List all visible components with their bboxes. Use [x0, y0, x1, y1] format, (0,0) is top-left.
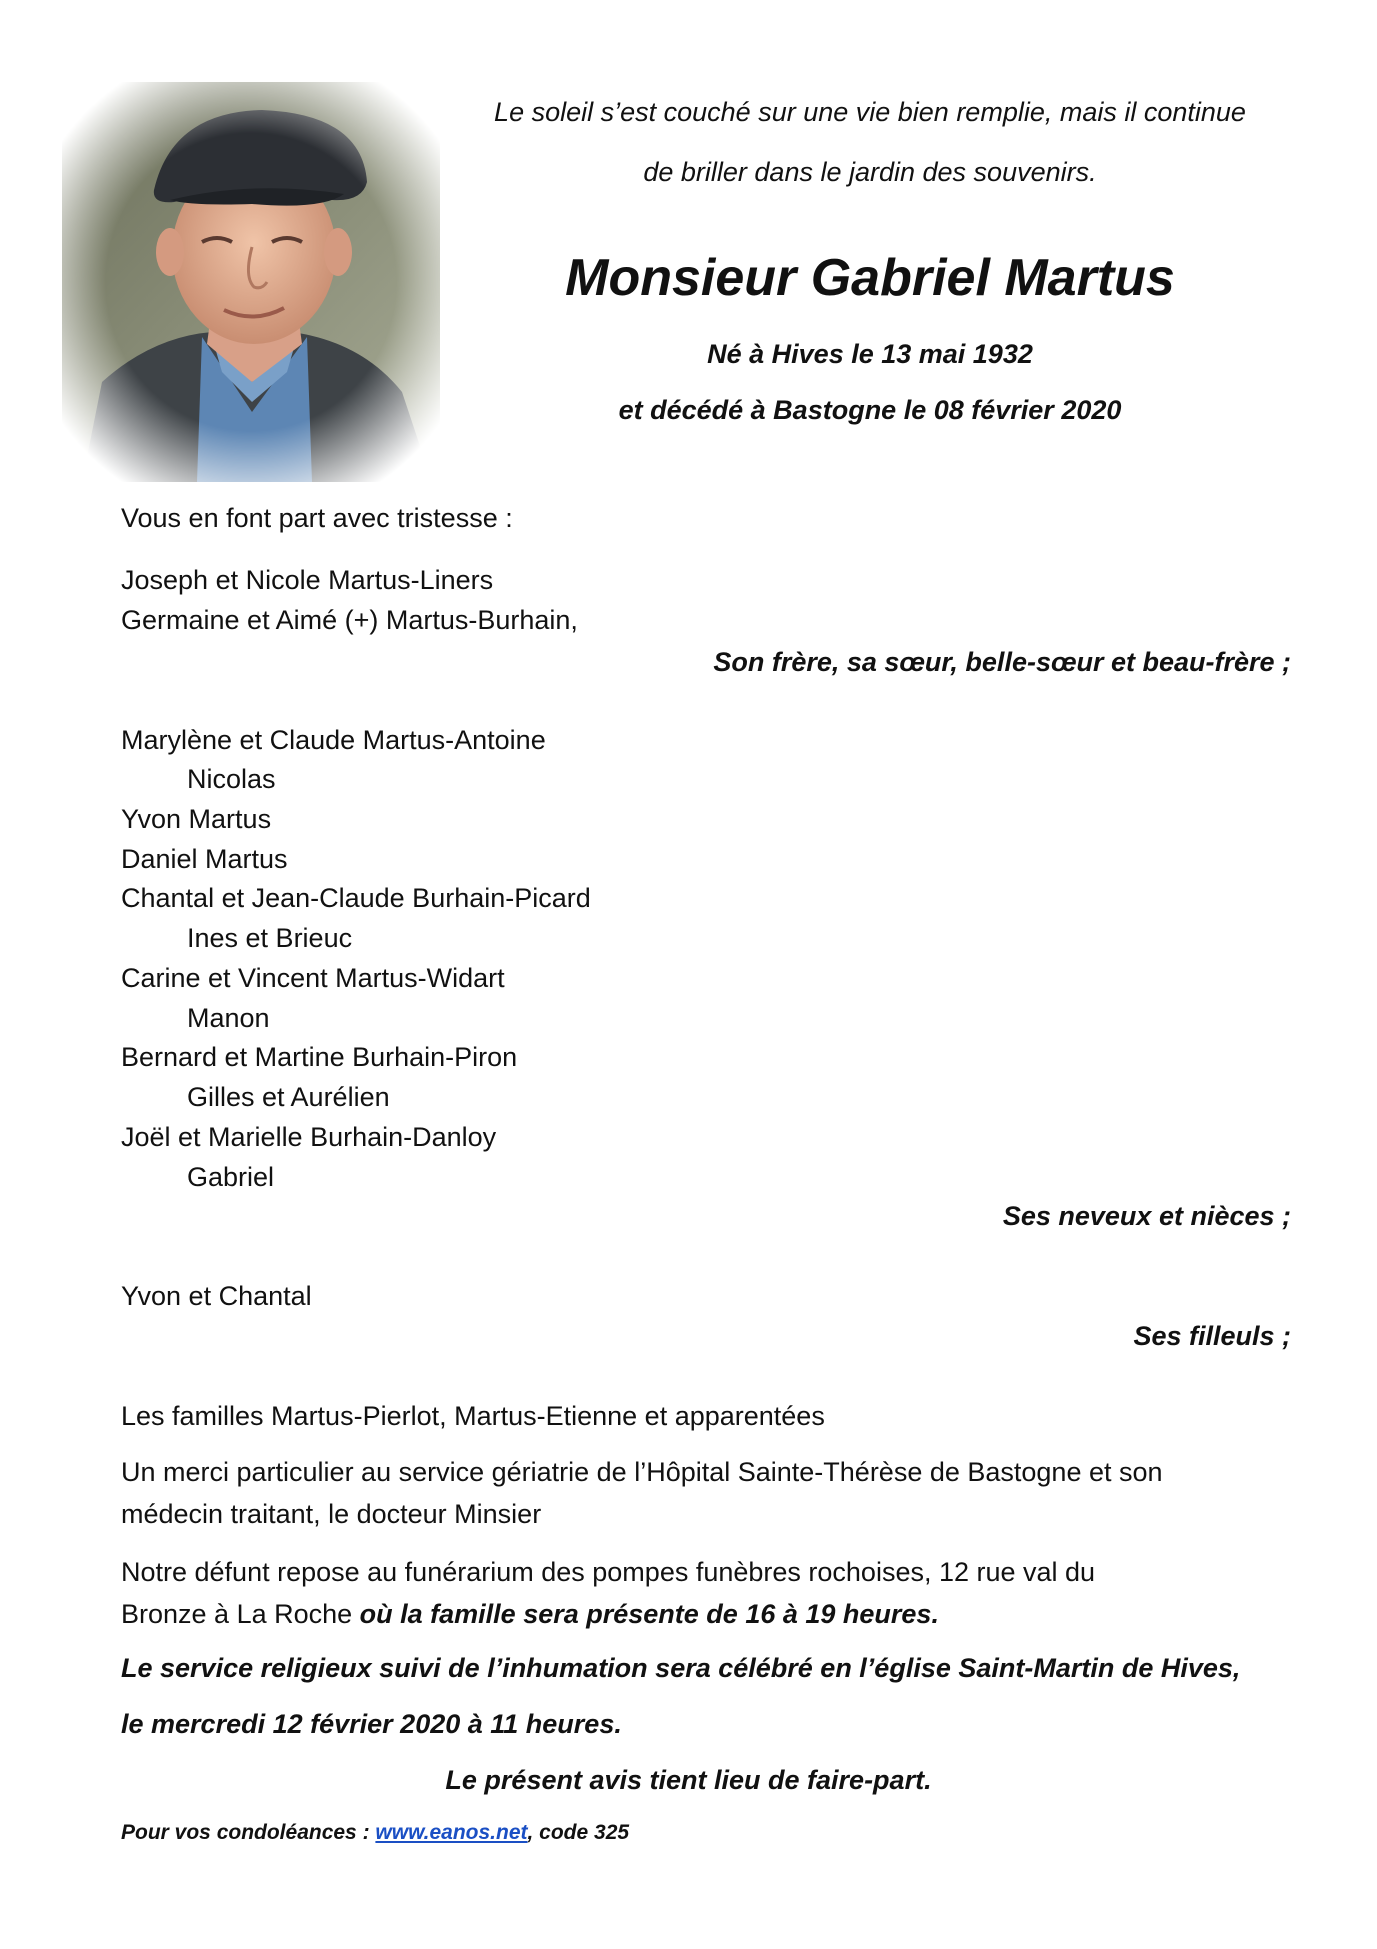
nephew-children: Gilles et Aurélien: [187, 1082, 390, 1112]
godchildren-names: Yvon et Chantal: [121, 1281, 312, 1311]
nephew-children: Gabriel: [187, 1162, 275, 1192]
sibling-name: Joseph et Nicole Martus-Liners: [121, 565, 494, 595]
funeral-home-text: Bronze à La Roche: [121, 1599, 360, 1629]
families-text: Les familles Martus-Pierlot, Martus-Etienne et apparentées: [121, 1401, 825, 1431]
nephew-name: Bernard et Martine Burhain-Piron: [121, 1042, 518, 1072]
footer-prefix: Pour vos condoléances :: [121, 1821, 376, 1844]
nephew-name: Carine et Vincent Martus-Widart: [121, 963, 505, 993]
footer-suffix: , code 325: [527, 1821, 630, 1844]
funeral-home-line-1: Notre défunt repose au funérarium des pompes funèbres rochoises, 12 rue val du: [121, 1557, 1096, 1587]
portrait-photo: [62, 82, 440, 482]
nephew-children: Manon: [187, 1003, 270, 1033]
funeral-home-line-2: [121, 1598, 939, 1630]
epitaph-line-1: Le soleil s’est couché sur une vie bien remplie, mais il continue: [494, 97, 1246, 127]
birth-line: Né à Hives le 13 mai 1932: [707, 339, 1033, 369]
nephew-name: Yvon Martus: [121, 804, 272, 834]
service-line-2: le mercredi 12 février 2020 à 11 heures.: [121, 1709, 622, 1739]
nephews-relation: Ses neveux et nièces ;: [1002, 1201, 1291, 1231]
deceased-name: Monsieur Gabriel Martus: [565, 249, 1175, 307]
nephew-name: Chantal et Jean-Claude Burhain-Picard: [121, 883, 591, 913]
thanks-line-1: Un merci particulier au service gériatrie de l’Hôpital Sainte-Thérèse de Bastogne et son: [121, 1457, 1163, 1487]
thanks-line-2: médecin traitant, le docteur Minsier: [121, 1499, 542, 1529]
condolences-footer: [121, 1820, 629, 1846]
condolences-link[interactable]: www.eanos.net: [375, 1821, 528, 1844]
nephew-name: Marylène et Claude Martus-Antoine: [121, 725, 546, 755]
nephew-name: Daniel Martus: [121, 844, 288, 874]
epitaph-line-2: de briller dans le jardin des souvenirs.: [643, 157, 1097, 187]
nephew-name: Joël et Marielle Burhain-Danloy: [121, 1122, 497, 1152]
notice-text: Le présent avis tient lieu de faire-part.: [445, 1765, 932, 1795]
godchildren-relation: Ses filleuls ;: [1133, 1321, 1291, 1351]
nephew-children: Ines et Brieuc: [187, 923, 353, 953]
nephew-children: Nicolas: [187, 764, 276, 794]
siblings-relation: Son frère, sa sœur, belle-sœur et beau-frère ;: [713, 647, 1291, 677]
intro-text: Vous en font part avec tristesse :: [121, 503, 513, 533]
visiting-hours: où la famille sera présente de 16 à 19 heures.: [359, 1599, 939, 1629]
death-line: et décédé à Bastogne le 08 février 2020: [618, 395, 1122, 425]
service-line-1: Le service religieux suivi de l’inhumation sera célébré en l’église Saint-Martin de Hives,: [121, 1653, 1241, 1683]
sibling-name: Germaine et Aimé (+) Martus-Burhain,: [121, 605, 578, 635]
